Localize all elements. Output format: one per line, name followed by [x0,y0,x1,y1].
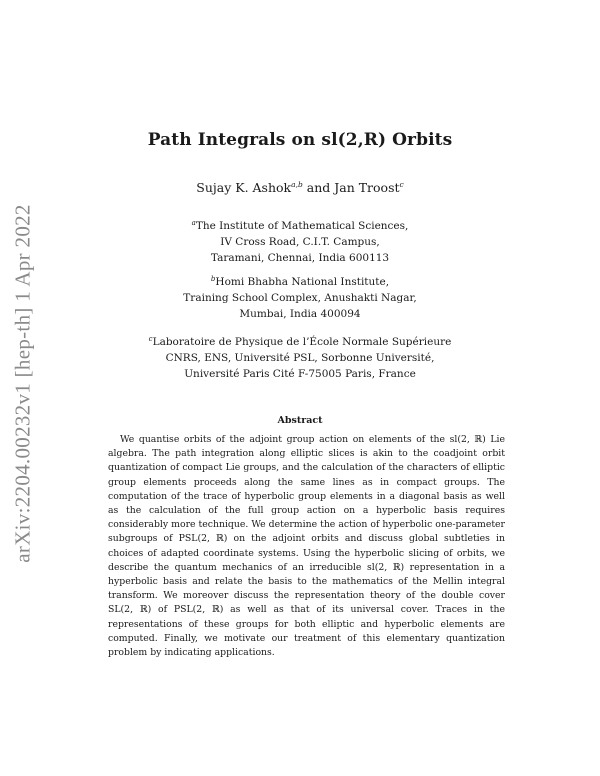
affiliation-line: Université Paris Cité F-75005 Paris, France [184,368,416,380]
author-line [100,180,500,195]
affiliation-block [100,218,500,266]
affiliation-marker: b [210,275,216,283]
affiliation-line: IV Cross Road, C.I.T. Campus, [220,236,380,248]
affiliation-line: Mumbai, India 400094 [239,308,361,320]
author-name: Jan Troost [334,180,400,195]
author-conjunction: and [302,180,335,195]
affiliation-line: Training School Complex, Anushakti Nagar, [183,292,417,304]
affiliation-block [100,274,500,322]
abstract-heading: Abstract [277,415,323,426]
affiliation-line: $^b$Homi Bhabha National Institute, [210,275,390,288]
author-affiliation-marker: a,b [291,180,303,189]
author-affiliation-marker: c [399,180,404,189]
arxiv-identifier-text: arXiv:2204.00232v1 [hep-th] 1 Apr 2022 [10,203,35,563]
abstract-text: We quantise orbits of the adjoint group action on elements of the sl(2, ℝ) Lie algebra. The path integration along elliptic slices is akin to the coadjoint orbit quantization of compact Lie groups, and the calculation of the characters of elliptic group elements proceeds along the same lines as in compact groups. The computation of the trace of hyperbolic group elements in a diagonal basis as well as the calculation of the full group action on a hyperbolic basis requires considerably more technique. We determine the action of hyperbolic one-parameter subgroups of PSL(2, ℝ) on the adjoint orbits and discuss global subtleties in choices of adapted coordinate systems. Using the hyperbolic slicing of orbits, we describe the quantum mechanics of an irreducible sl(2, ℝ) representation in a hyperbolic basis and relate the basis to the mathematics of the Mellin integral transform. We moreover discuss the representation theory of the double cover SL(2, ℝ) of PSL(2, ℝ) as well as that of its universal cover. Traces in the representations of these groups for both elliptic and hyperbolic elements are computed. Finally, we motivate our treatment of this elementary quantization problem by indicating applications. [108,434,505,659]
paper-title: Path Integrals on sl(2,R) Orbits [147,130,453,150]
affiliation-marker: a [191,219,196,227]
affiliation-line: $^a$The Institute of Mathematical Sciences, [191,219,409,232]
affiliation-marker: c [148,335,153,343]
affiliation-block [100,334,500,382]
author-name: Sujay K. Ashok [196,180,292,195]
arxiv-identifier-stamp [6,203,40,563]
affiliation-line: CNRS, ENS, Université PSL, Sorbonne Université, [165,352,435,364]
affiliation-line: Taramani, Chennai, India 600113 [210,252,390,264]
affiliation-line: $^c$Laboratoire de Physique de l’École Normale Supérieure [148,335,452,348]
